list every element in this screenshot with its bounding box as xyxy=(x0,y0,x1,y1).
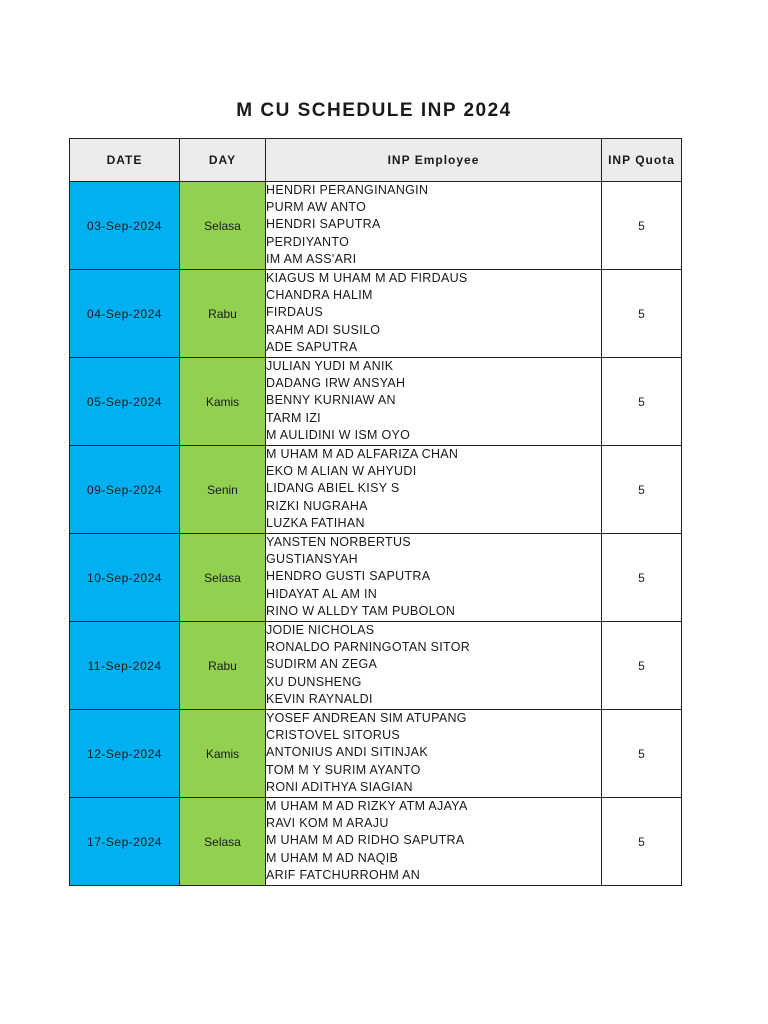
employee-name: HENDRO GUSTI SAPUTRA xyxy=(266,569,431,584)
employee-name: LUZKA FATIHAN xyxy=(266,515,365,530)
date-cell: 04-Sep-2024 xyxy=(70,270,180,358)
quota-cell: 5 xyxy=(602,798,682,886)
header-employee: INP Employee xyxy=(266,139,602,182)
date-cell: 09-Sep-2024 xyxy=(70,446,180,534)
employee-name: ARIF FATCHURROHM AN xyxy=(266,867,421,882)
date-cell: 12-Sep-2024 xyxy=(70,710,180,798)
schedule-body xyxy=(70,182,682,886)
day-cell: Rabu xyxy=(180,270,266,358)
employee-name: SUDIRM AN ZEGA xyxy=(266,657,378,672)
quota-cell: 5 xyxy=(602,534,682,622)
employee-name: RIZKI NUGRAHA xyxy=(266,498,368,513)
employee-name: M UHAM M AD ALFARIZA CHAN xyxy=(266,447,459,461)
employee-name: XU DUNSHENG xyxy=(266,674,362,689)
table-row xyxy=(70,622,682,710)
employee-name: ANTONIUS ANDI SITINJAK xyxy=(266,745,428,760)
quota-cell: 5 xyxy=(602,622,682,710)
quota-cell: 5 xyxy=(602,270,682,358)
employee-name: YANSTEN NORBERTUS xyxy=(266,535,411,549)
quota-cell: 5 xyxy=(602,710,682,798)
employee-cell xyxy=(266,358,602,446)
employee-name: FIRDAUS xyxy=(266,305,323,320)
employee-name: JULIAN YUDI M ANIK xyxy=(266,359,394,373)
employee-name: CHANDRA HALIM xyxy=(266,288,373,303)
employee-name: TOM M Y SURIM AYANTO xyxy=(266,762,421,777)
schedule-table xyxy=(69,138,682,886)
employee-cell xyxy=(266,710,602,798)
employee-cell xyxy=(266,798,602,886)
date-cell: 17-Sep-2024 xyxy=(70,798,180,886)
employee-name: CRISTOVEL SITORUS xyxy=(266,728,401,743)
employee-cell xyxy=(266,622,602,710)
employee-name: RAVI KOM M ARAJU xyxy=(266,816,389,831)
date-cell: 11-Sep-2024 xyxy=(70,622,180,710)
table-row xyxy=(70,358,682,446)
employee-name: IM AM ASS'ARI xyxy=(266,251,357,266)
employee-name: HIDAYAT AL AM IN xyxy=(266,586,378,601)
employee-name: HENDRI SAPUTRA xyxy=(266,217,381,232)
employee-name: RONALDO PARNINGOTAN SITOR xyxy=(266,640,471,655)
header-day: DAY xyxy=(180,139,266,182)
employee-cell xyxy=(266,270,602,358)
employee-name: LIDANG ABIEL KISY S xyxy=(266,481,400,496)
employee-name: PERDIYANTO xyxy=(266,234,350,249)
employee-cell xyxy=(266,446,602,534)
employee-name: JODIE NICHOLAS xyxy=(266,623,375,637)
employee-name: BENNY KURNIAW AN xyxy=(266,393,396,408)
employee-name: PURM AW ANTO xyxy=(266,200,367,215)
quota-cell: 5 xyxy=(602,446,682,534)
employee-name: EKO M ALIAN W AHYUDI xyxy=(266,464,417,479)
day-cell: Selasa xyxy=(180,534,266,622)
table-row xyxy=(70,270,682,358)
date-cell: 05-Sep-2024 xyxy=(70,358,180,446)
header-quota: INP Quota xyxy=(602,139,682,182)
employee-name: ADE SAPUTRA xyxy=(266,339,358,354)
day-cell: Kamis xyxy=(180,358,266,446)
page-title: M CU SCHEDULE INP 2024 xyxy=(236,100,512,121)
employee-name: TARM IZI xyxy=(266,410,321,425)
employee-name: DADANG IRW ANSYAH xyxy=(266,376,406,391)
day-cell: Senin xyxy=(180,446,266,534)
employee-name: M UHAM M AD RIZKY ATM AJAYA xyxy=(266,799,468,813)
date-cell: 03-Sep-2024 xyxy=(70,182,180,270)
employee-name: M UHAM M AD NAQIB xyxy=(266,850,399,865)
employee-name: M AULIDINI W ISM OYO xyxy=(266,427,411,442)
table-row xyxy=(70,182,682,270)
table-row xyxy=(70,446,682,534)
employee-name: KIAGUS M UHAM M AD FIRDAUS xyxy=(266,271,468,285)
employee-name: YOSEF ANDREAN SIM ATUPANG xyxy=(266,711,467,725)
employee-cell xyxy=(266,534,602,622)
table-row xyxy=(70,798,682,886)
day-cell: Selasa xyxy=(180,182,266,270)
table-row xyxy=(70,534,682,622)
employee-name: RONI ADITHYA SIAGIAN xyxy=(266,779,413,794)
employee-name: GUSTIANSYAH xyxy=(266,552,358,567)
employee-name: HENDRI PERANGINANGIN xyxy=(266,183,429,197)
employee-name: KEVIN RAYNALDI xyxy=(266,691,373,706)
table-row xyxy=(70,710,682,798)
quota-cell: 5 xyxy=(602,358,682,446)
date-cell: 10-Sep-2024 xyxy=(70,534,180,622)
day-cell: Rabu xyxy=(180,622,266,710)
employee-name: M UHAM M AD RIDHO SAPUTRA xyxy=(266,833,465,848)
day-cell: Kamis xyxy=(180,710,266,798)
header-date: DATE xyxy=(70,139,180,182)
day-cell: Selasa xyxy=(180,798,266,886)
employee-cell xyxy=(266,182,602,270)
header-row xyxy=(70,139,682,182)
employee-name: RINO W ALLDY TAM PUBOLON xyxy=(266,603,456,618)
employee-name: RAHM ADI SUSILO xyxy=(266,322,381,337)
quota-cell: 5 xyxy=(602,182,682,270)
